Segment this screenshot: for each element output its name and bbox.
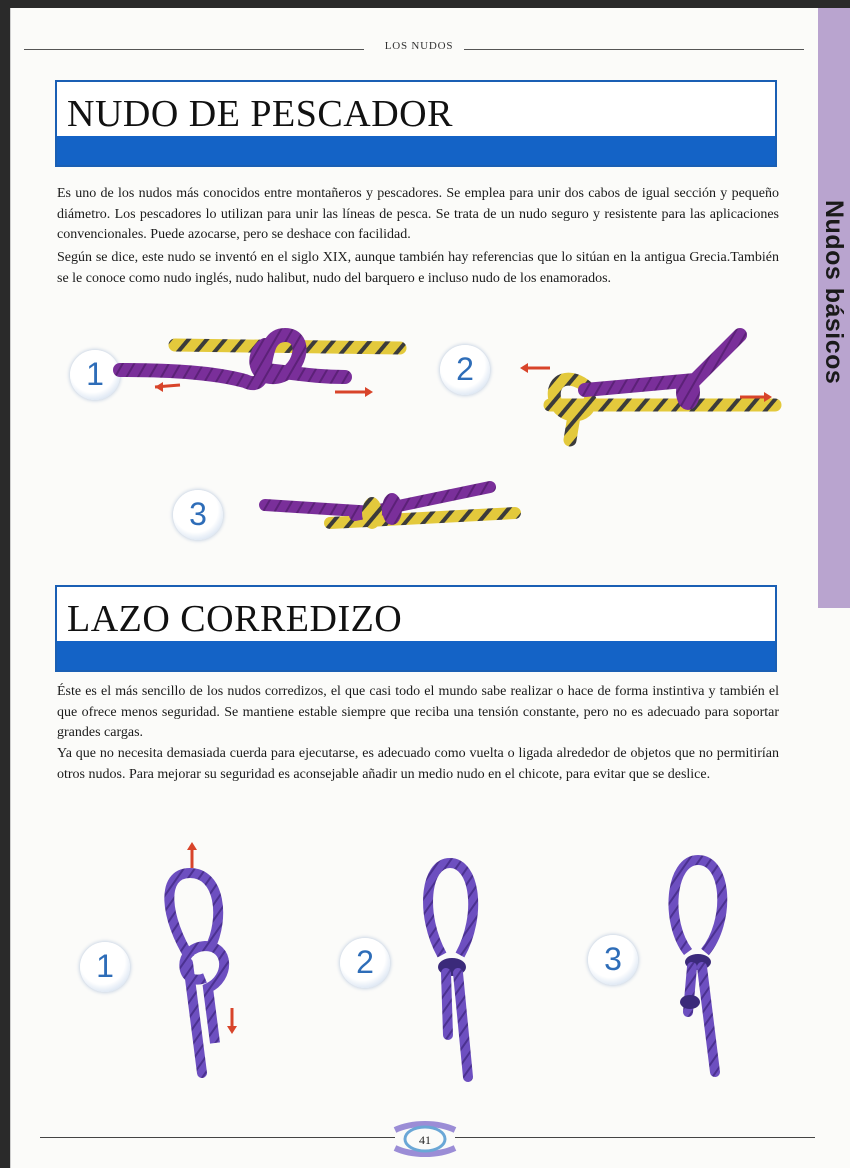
section-2-paragraph-2: Ya que no necesita demasiada cuerda para ejecutarse, es adecuado como vuelta o ligada alrededor de objetos que no permitirían otros nudos. Para mejorar su seguridad es aconsejable añadir un medio nudo en el chicote, para evitar que se deslice. <box>57 746 779 782</box>
step-2-badge: 2 <box>440 345 490 395</box>
footer-rule-right <box>455 1137 815 1138</box>
footer-rule-left <box>40 1137 395 1138</box>
fisherman-knot-step-2-illustration <box>510 320 780 450</box>
step-3-badge: 3 <box>173 490 223 540</box>
running-head <box>24 40 804 56</box>
running-head-rule-left <box>24 49 364 50</box>
slip-knot-step-2-illustration <box>420 855 490 1085</box>
section-title-box-2 <box>55 585 777 672</box>
section-1-paragraph-2: Según se dice, este nudo se inventó en el siglo XIX, aunque también hay referencias que lo sitúan en la antigua Grecia.También se le conoce como nudo inglés, nudo halibut, nudo del barquero e incluso nudo de los enamorados. <box>57 250 779 286</box>
fisherman-knot-step-1-illustration <box>115 315 405 410</box>
step-1-badge-slip: 1 <box>80 942 130 992</box>
step-3-badge-slip: 3 <box>588 935 638 985</box>
slip-knot-step-3-illustration <box>660 852 740 1077</box>
section-title-box-1 <box>55 80 777 167</box>
step-1-badge: 1 <box>70 350 120 400</box>
running-head-rule-right <box>464 49 804 50</box>
section-title-bar-2 <box>57 641 775 670</box>
section-title-2: LAZO CORREDIZO <box>67 598 403 640</box>
side-tab-label: Nudos básicos <box>820 200 848 385</box>
step-2-badge-slip: 2 <box>340 938 390 988</box>
fisherman-knot-step-3-illustration <box>260 475 525 545</box>
section-title-1: NUDO DE PESCADOR <box>67 93 453 135</box>
slip-knot-step-1-illustration <box>160 838 250 1083</box>
running-head-text: LOS NUDOS <box>384 40 454 52</box>
section-title-bar-1 <box>57 136 775 165</box>
page-number: 41 <box>419 1133 431 1147</box>
section-2-paragraph-1: Éste es el más sencillo de los nudos corredizos, el que casi todo el mundo sabe realizar o hace de forma instintiva y también el que ofrece menos seguridad. Se mantiene estable siempre que reciba una tensión constante, pero no es adecuado para soportar grandes cargas. <box>57 684 779 741</box>
section-1-paragraph-1: Es uno de los nudos más conocidos entre montañeros y pescadores. Se emplea para unir dos cabos de igual sección y pequeño diámetro. Los pescadores lo utilizan para unir las líneas de pesca. Se trata de un nudo seguro y resistente para las aplicaciones convencionales. Puede azocarse, pero se deshace con facilidad. <box>57 186 779 243</box>
